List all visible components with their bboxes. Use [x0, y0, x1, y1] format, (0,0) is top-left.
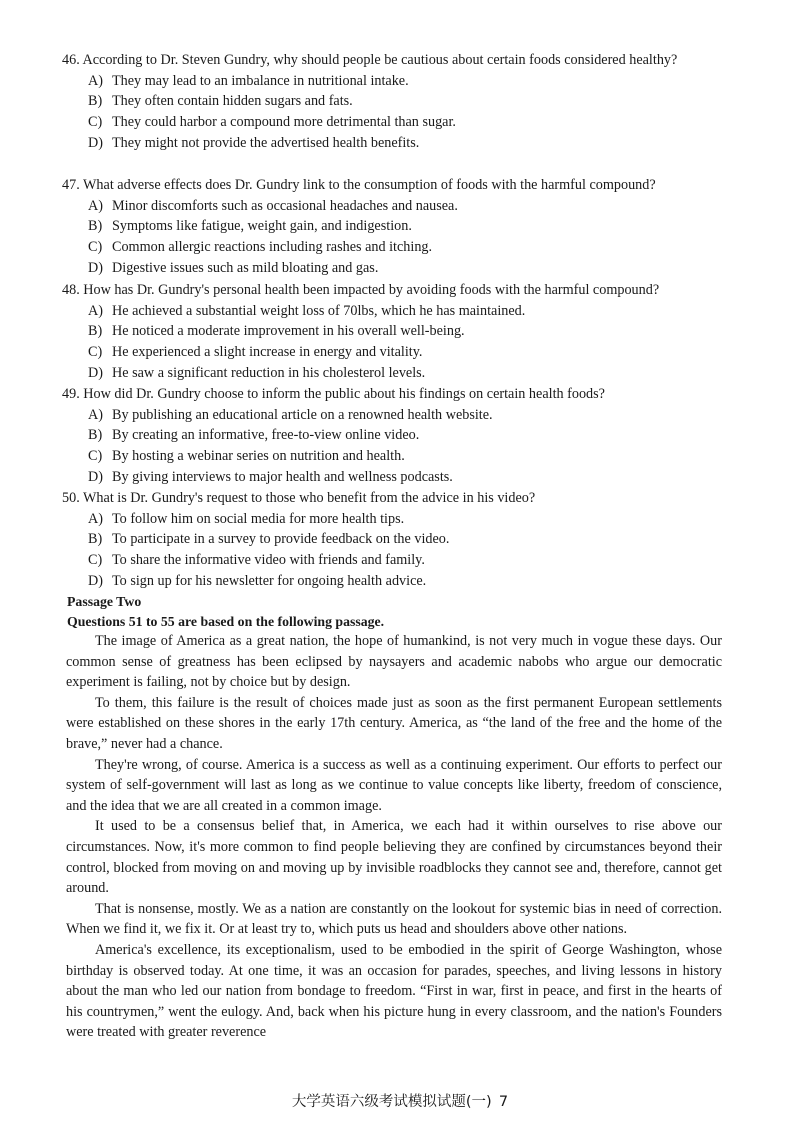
passage-paragraph: America's excellence, its exceptionalism, used to be embodied in the spirit of George Washington, whose birthday is observed today. At one time, it was an occasion for parades, speeches, and living lessons in history about the man who led our nation from bondage to freedom. “First in war, first in peace, and first in the hearts of his countrymen,” went the eulogy. And, back when his picture hung in every classroom, and the nation's Founders were treated with greater reverence — [66, 941, 722, 1041]
option-c: C) Common allergic reactions including rashes and itching. — [88, 239, 433, 256]
question-stem: 47. What adverse effects does Dr. Gundry link to the consumption of foods with the harmful compound? — [62, 177, 656, 193]
option-d: D) By giving interviews to major health and wellness podcasts. — [88, 468, 453, 485]
question-46 — [62, 50, 742, 154]
option-a: A) To follow him on social media for more health tips. — [88, 510, 405, 527]
question-50 — [62, 488, 742, 592]
question-stem: 48. How has Dr. Gundry's personal health been impacted by avoiding foods with the harmful compound? — [62, 282, 660, 298]
option-b: B) By creating an informative, free-to-view online video. — [88, 427, 420, 444]
option-d: D) To sign up for his newsletter for ongoing health advice. — [88, 572, 427, 589]
passage-paragraph: The image of America as a great nation, the hope of humankind, is not very much in vogue these days. Our common sense of greatness has been eclipsed by naysayers and academic nabobs who argue our democratic experiment is failing, not by choice but by design. — [66, 633, 722, 691]
passage-paragraph: They're wrong, of course. America is a success as well as a continuing experiment. Our efforts to perfect our system of self-government will last as long as we continue to value concepts like liberty, freedom of conscience, and the idea that we are all created in a common image. — [66, 756, 722, 814]
option-c: C) By hosting a webinar series on nutrition and health. — [88, 448, 405, 465]
option-c: C) He experienced a slight increase in energy and vitality. — [88, 344, 423, 361]
page-footer — [0, 1090, 800, 1111]
option-d: D) They might not provide the advertised health benefits. — [88, 134, 420, 151]
option-a: A) Minor discomforts such as occasional headaches and nausea. — [88, 197, 458, 214]
question-stem: 49. How did Dr. Gundry choose to inform the public about his findings on certain health foods? — [62, 386, 605, 402]
passage-paragraph: It used to be a consensus belief that, in America, we each had it within ourselves to rise above our circumstances. Now, it's more common to find people believing they are confined by circumstances beyond their control, blocked from moving on and moving up by invisible roadblocks they cannot see and, therefore, cannot get around. — [66, 818, 722, 897]
question-stem: 46. According to Dr. Steven Gundry, why should people be cautious about certain foods considered healthy? — [62, 52, 678, 68]
passage-body — [66, 631, 722, 1043]
option-a: A) By publishing an educational article on a renowned health website. — [88, 406, 493, 423]
passage-instruction: Questions 51 to 55 are based on the following passage. — [67, 614, 385, 629]
option-c: C) They could harbor a compound more detrimental than sugar. — [88, 114, 456, 131]
option-a: A) They may lead to an imbalance in nutritional intake. — [88, 72, 409, 89]
passage-paragraph: That is nonsense, mostly. We as a nation are constantly on the lookout for systemic bias in need of correction. When we find it, we fix it. Or at least try to, which puts us head and shoulders above other nations. — [66, 900, 722, 938]
option-c: C) To share the informative video with friends and family. — [88, 552, 425, 569]
question-stem: 50. What is Dr. Gundry's request to those who benefit from the advice in his video? — [62, 490, 536, 506]
option-a: A) He achieved a substantial weight loss of 70lbs, which he has maintained. — [88, 302, 526, 319]
option-b: B) To participate in a survey to provide feedback on the video. — [88, 531, 450, 548]
option-b: B) They often contain hidden sugars and fats. — [88, 93, 353, 110]
question-47 — [62, 175, 742, 279]
page-number: 7 — [498, 1094, 509, 1110]
option-d: D) He saw a significant reduction in his cholesterol levels. — [88, 364, 426, 381]
passage-paragraph: To them, this failure is the result of choices made just as soon as the first permanent European settlements were established on these shores in the early 17th century. America, as “the land of the free and the home of the brave,” never had a chance. — [66, 694, 722, 752]
question-48 — [62, 280, 742, 384]
exam-title: 大学英语六级考试模拟试题(一) — [291, 1094, 492, 1110]
question-49 — [62, 384, 742, 488]
option-b: B) Symptoms like fatigue, weight gain, and indigestion. — [88, 218, 412, 235]
option-b: B) He noticed a moderate improvement in his overall well-being. — [88, 323, 465, 340]
passage-title: Passage Two — [67, 594, 142, 609]
option-d: D) Digestive issues such as mild bloating and gas. — [88, 259, 379, 276]
